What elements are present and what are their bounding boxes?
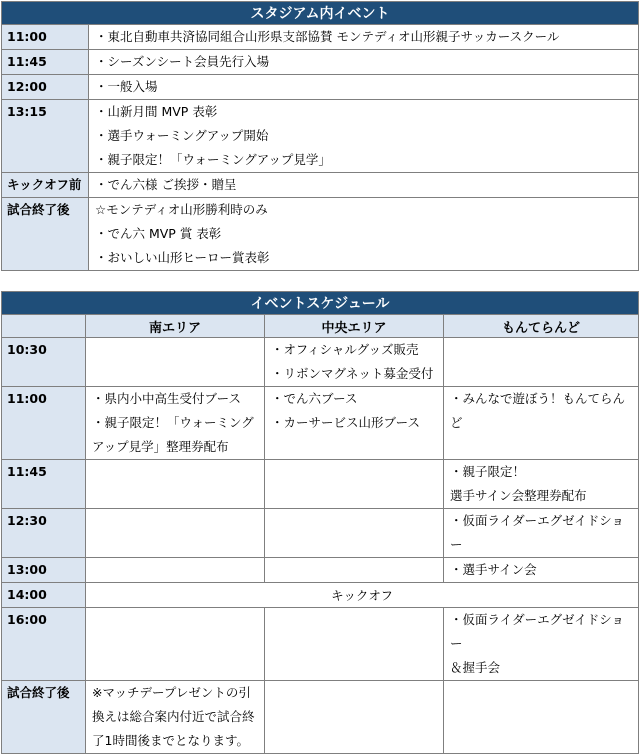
- event-item: ・山新月間 MVP 表彰: [95, 104, 218, 119]
- event-item: ・選手ウォーミングアップ開始: [95, 128, 269, 143]
- column-header: もんてらんど: [444, 315, 639, 338]
- event-item: ・シーズンシート会員先行入場: [95, 54, 270, 69]
- header-row: [2, 315, 639, 338]
- column-header: 南エリア: [86, 315, 265, 338]
- time-label: 11:45: [7, 54, 47, 69]
- table-row: [2, 608, 639, 681]
- south-cell: ※マッチデープレゼントの引換えは総合案内付近で試合終了1時間後までとなります。: [92, 685, 255, 748]
- time-label: 12:00: [7, 79, 47, 94]
- column-header: [2, 315, 86, 338]
- event-schedule-table: [1, 291, 639, 754]
- time-label: 13:15: [7, 104, 47, 119]
- table-row: [2, 387, 639, 460]
- monte-cell: ・仮面ライダーエグゼイドショー ＆握手会: [450, 612, 625, 675]
- monte-cell: ・仮面ライダーエグゼイドショー: [450, 513, 625, 552]
- time-label: 16:00: [7, 612, 47, 627]
- time-label: 11:00: [7, 391, 47, 406]
- table-row: [2, 338, 639, 387]
- time-label: キックオフ前: [7, 177, 82, 192]
- table-row: [2, 50, 639, 75]
- event-item: ・でん六 MVP 賞 表彰: [95, 226, 222, 241]
- table-row: [2, 509, 639, 558]
- central-cell: ・でん六ブース ・カーサービス山形ブース: [271, 391, 421, 430]
- stadium-events-table: [1, 1, 639, 271]
- time-label: 試合終了後: [7, 685, 70, 700]
- event-item: ☆モンテディオ山形勝利時のみ: [95, 202, 268, 217]
- kickoff-label: キックオフ: [86, 583, 639, 608]
- event-item: ・親子限定！「ウォーミングアップ見学」: [95, 152, 331, 167]
- time-label: 13:00: [7, 562, 47, 577]
- event-item: ・東北自動車共済協同組合山形県支部協賛 モンテディオ山形親子サッカースクール: [95, 29, 560, 44]
- time-label: 試合終了後: [7, 202, 70, 217]
- event-item: ・でん六様 ご挨拶・贈呈: [95, 177, 237, 192]
- south-cell: ・県内小中高生受付ブース ・親子限定！「ウォーミングアップ見学」整理券配布: [92, 391, 254, 454]
- table-row: [2, 558, 639, 583]
- time-label: 14:00: [7, 587, 47, 602]
- table-row: [2, 681, 639, 754]
- event-item: ・一般入場: [95, 79, 158, 94]
- time-label: 12:30: [7, 513, 47, 528]
- table-row: [2, 198, 639, 271]
- table-row: [2, 25, 639, 50]
- event-schedule-title: イベントスケジュール: [2, 292, 639, 315]
- time-label: 10:30: [7, 342, 47, 357]
- event-item: ・おいしい山形ヒーロー賞表彰: [95, 250, 270, 265]
- table-row: [2, 173, 639, 198]
- table-row: [2, 583, 639, 608]
- monte-cell: ・選手サイン会: [450, 562, 537, 577]
- table-row: [2, 100, 639, 173]
- central-cell: ・オフィシャルグッズ販売 ・リボンマグネット募金受付: [271, 342, 434, 381]
- stadium-events-title: スタジアム内イベント: [2, 2, 639, 25]
- monte-cell: ・みんなで遊ぼう！もんてらんど: [450, 391, 626, 430]
- time-label: 11:00: [7, 29, 47, 44]
- table-row: [2, 75, 639, 100]
- time-label: 11:45: [7, 464, 47, 479]
- monte-cell: ・親子限定！ 選手サイン会整理券配布: [450, 464, 587, 503]
- column-header: 中央エリア: [265, 315, 444, 338]
- table-row: [2, 460, 639, 509]
